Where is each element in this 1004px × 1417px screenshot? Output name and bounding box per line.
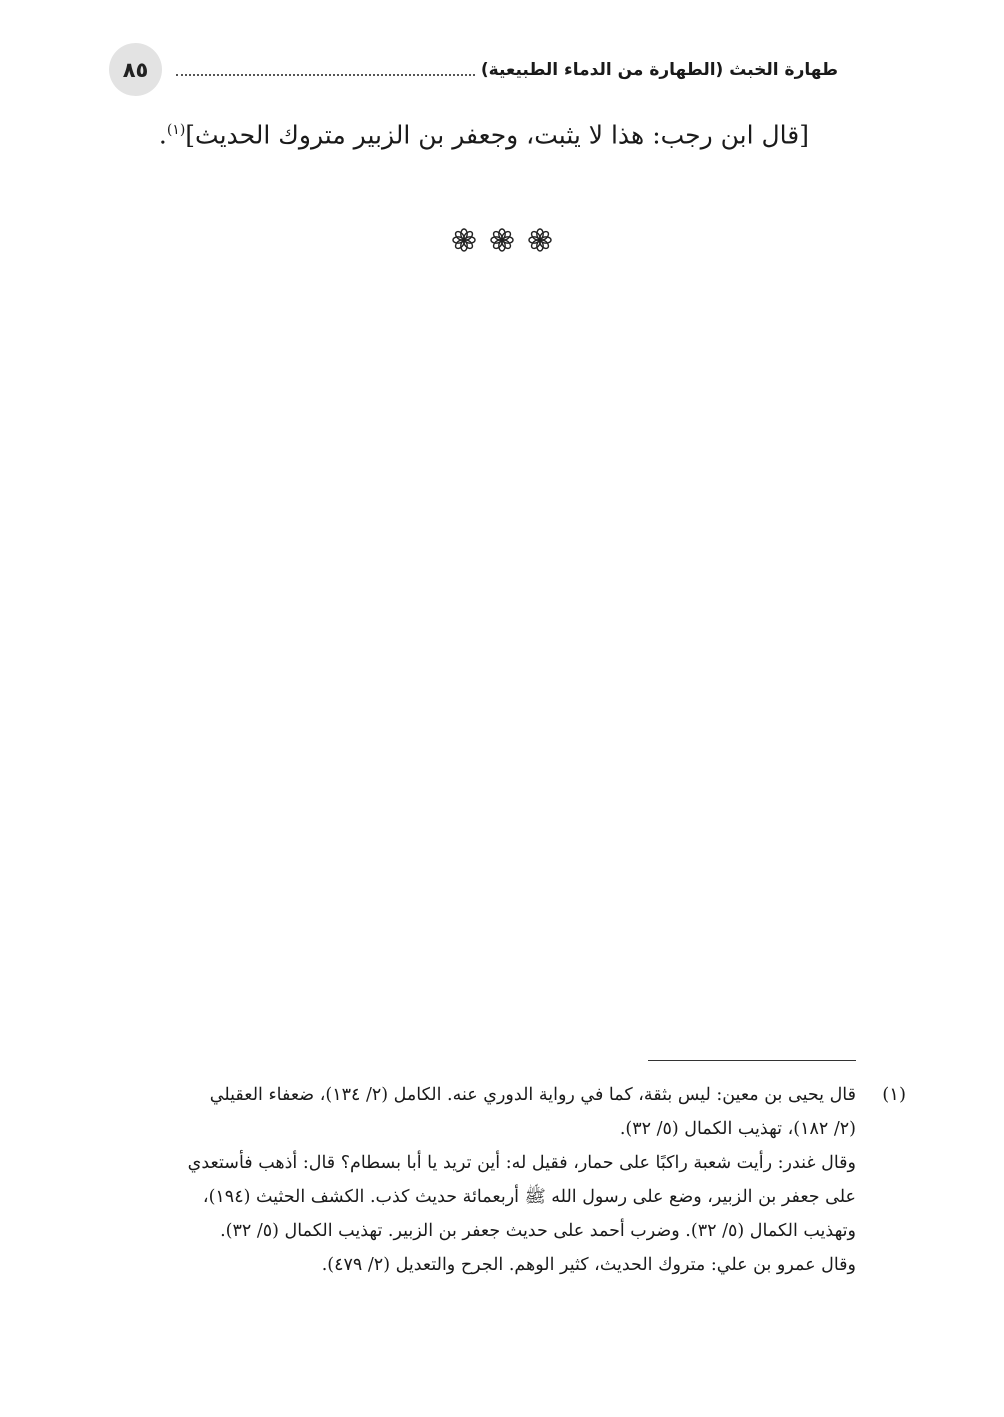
flower-ornament-icon — [528, 228, 552, 252]
footnote-line: قال يحيى بن معين: ليس بثقة، كما في رواية الدوري عنه. الكامل (٢/ ١٣٤)، ضعفاء العقيلي — [209, 1085, 856, 1105]
end-punctuation: . — [158, 120, 167, 150]
page-number — [109, 43, 162, 96]
footnote-line: (٢/ ١٨٢)، تهذيب الكمال (٥/ ٣٢). — [619, 1119, 856, 1139]
main-quote-paragraph — [159, 110, 809, 155]
footnote-marker: (١) — [882, 1084, 906, 1105]
running-header — [176, 54, 844, 86]
footnote-separator — [648, 1060, 856, 1061]
header-dotted-leader — [176, 74, 475, 76]
flower-ornament-icon — [452, 228, 476, 252]
footnote-line: وقال عمرو بن علي: متروك الحديث، كثير الوهم. الجرح والتعديل (٢/ ٤٧٩). — [321, 1255, 856, 1275]
section-divider-ornaments — [0, 228, 1004, 252]
flower-ornament-icon — [490, 228, 514, 252]
footnote-reference: (١) — [166, 122, 186, 138]
footnote-line: وتهذيب الكمال (٥/ ٣٢). وضرب أحمد على حديث جعفر بن الزبير. تهذيب الكمال (٥/ ٣٢). — [220, 1221, 856, 1241]
footnotes-block — [118, 1078, 906, 1282]
page-number-text: ٨٥ — [122, 57, 149, 82]
running-title: طهارة الخبث (الطهارة من الدماء الطبيعية) — [480, 60, 838, 80]
footnote-line: على جعفر بن الزبير، وضع على رسول الله ﷺ أربعمائة حديث كذب. الكشف الحثيث (١٩٤)، — [202, 1187, 856, 1207]
quote-text: [قال ابن رجب: هذا لا يثبت، وجعفر بن الزبير متروك الحديث] — [185, 120, 809, 150]
footnote-line: وقال غندر: رأيت شعبة راكبًا على حمار، فقيل له: أين تريد يا أبا بسطام؟ قال: أذهب فأستعدي — [187, 1153, 856, 1173]
